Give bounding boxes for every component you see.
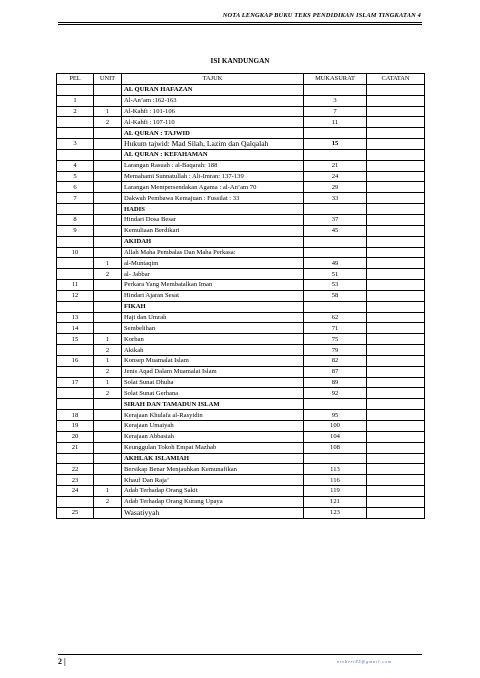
cell-catatan xyxy=(367,225,425,236)
cell-tajuk: Al-Kahfi : 107-110 xyxy=(122,117,304,128)
cell-catatan xyxy=(367,290,425,301)
cell-pel: 17 xyxy=(57,377,94,388)
table-row xyxy=(57,421,425,432)
cell-unit xyxy=(94,301,122,312)
cell-pel: 7 xyxy=(57,193,94,204)
cell-pel xyxy=(57,388,94,399)
cell-unit xyxy=(94,236,122,247)
table-row xyxy=(57,269,425,280)
cell-pel: 22 xyxy=(57,464,94,475)
table-row xyxy=(57,171,425,182)
table-body xyxy=(57,84,425,518)
cell-catatan xyxy=(367,117,425,128)
cell-catatan xyxy=(367,214,425,225)
cell-mukasurat: 82 xyxy=(304,355,367,366)
section-heading: HADIS xyxy=(122,204,304,215)
cell-mukasurat: 51 xyxy=(304,269,367,280)
section-heading: AL QURAN : TAJWID xyxy=(122,128,304,139)
cell-mukasurat: 21 xyxy=(304,160,367,171)
table-row xyxy=(57,345,425,356)
cell-mukasurat: 104 xyxy=(304,431,367,442)
cell-tajuk: Sembelihan xyxy=(122,323,304,334)
cell-mukasurat: 75 xyxy=(304,334,367,345)
section-row xyxy=(57,301,425,312)
section-row xyxy=(57,128,425,139)
cell-mukasurat: 15 xyxy=(304,139,367,150)
cell-pel xyxy=(57,345,94,356)
cell-catatan xyxy=(367,496,425,507)
cell-catatan xyxy=(367,323,425,334)
table-row xyxy=(57,334,425,345)
cell-mukasurat: 79 xyxy=(304,345,367,356)
column-header-unit: UNIT xyxy=(94,74,122,85)
cell-catatan xyxy=(367,334,425,345)
cell-pel: 24 xyxy=(57,486,94,497)
cell-pel xyxy=(57,84,94,95)
cell-pel: 19 xyxy=(57,421,94,432)
cell-pel xyxy=(57,149,94,160)
cell-tajuk: Dakwah Pembawa Kemajuan : Fussilat : 33 xyxy=(122,193,304,204)
cell-pel xyxy=(57,128,94,139)
page-title: ISI KANDUNGAN xyxy=(210,57,270,65)
cell-unit xyxy=(94,290,122,301)
section-row xyxy=(57,399,425,410)
cell-catatan xyxy=(367,507,425,518)
running-header-title: NOTA LENGKAP BUKU TEKS PENDIDIKAN ISLAM TINGKATAN 4 xyxy=(222,12,421,19)
cell-pel: 3 xyxy=(57,139,94,150)
cell-unit xyxy=(94,193,122,204)
cell-catatan xyxy=(367,345,425,356)
cell-pel xyxy=(57,301,94,312)
cell-mukasurat xyxy=(304,453,367,464)
section-row xyxy=(57,453,425,464)
cell-mukasurat xyxy=(304,301,367,312)
cell-mukasurat xyxy=(304,84,367,95)
column-header-mukasurat: MUKASURAT xyxy=(304,74,367,85)
cell-catatan xyxy=(367,399,425,410)
cell-catatan xyxy=(367,486,425,497)
cell-catatan xyxy=(367,269,425,280)
cell-pel: 8 xyxy=(57,214,94,225)
cell-mukasurat: 7 xyxy=(304,106,367,117)
cell-pel: 12 xyxy=(57,290,94,301)
table-row xyxy=(57,410,425,421)
cell-tajuk: Solat Sunat Gerhana xyxy=(122,388,304,399)
table-row xyxy=(57,117,425,128)
cell-catatan xyxy=(367,442,425,453)
cell-unit: 1 xyxy=(94,106,122,117)
table-row xyxy=(57,280,425,291)
cell-pel xyxy=(57,236,94,247)
cell-unit xyxy=(94,160,122,171)
cell-catatan xyxy=(367,366,425,377)
table-row xyxy=(57,225,425,236)
cell-unit xyxy=(94,323,122,334)
cell-unit xyxy=(94,95,122,106)
section-heading: AL QURAN HAFAZAN xyxy=(122,84,304,95)
table-row xyxy=(57,95,425,106)
section-heading: AKIDAH xyxy=(122,236,304,247)
cell-mukasurat: 89 xyxy=(304,377,367,388)
column-header-tajuk: TAJUK xyxy=(122,74,304,85)
section-heading: FIKAH xyxy=(122,301,304,312)
cell-unit: 1 xyxy=(94,258,122,269)
table-row xyxy=(57,377,425,388)
cell-catatan xyxy=(367,355,425,366)
table-row xyxy=(57,160,425,171)
cell-catatan xyxy=(367,193,425,204)
cell-unit xyxy=(94,431,122,442)
cell-catatan xyxy=(367,312,425,323)
section-heading: AL QURAN : KEFAHAMAN xyxy=(122,149,304,160)
cell-pel: 5 xyxy=(57,171,94,182)
cell-pel: 25 xyxy=(57,507,94,518)
cell-tajuk: Memahami Sunnatullah : Ali-Imran: 137-139 xyxy=(122,171,304,182)
cell-mukasurat xyxy=(304,149,367,160)
cell-tajuk: Wasatiyyah xyxy=(122,507,304,518)
section-heading: AKHLAK ISLAMIAH xyxy=(122,453,304,464)
cell-catatan xyxy=(367,128,425,139)
cell-unit: 2 xyxy=(94,269,122,280)
cell-pel: 16 xyxy=(57,355,94,366)
cell-mukasurat: 58 xyxy=(304,290,367,301)
cell-pel: 13 xyxy=(57,312,94,323)
cell-pel xyxy=(57,204,94,215)
cell-tajuk: Keunggulan Tokoh Empat Mazhab xyxy=(122,442,304,453)
cell-tajuk: Jenis Aqad Dalam Muamalat Islam xyxy=(122,366,304,377)
cell-unit xyxy=(94,247,122,258)
cell-tajuk: Al-Kahfi : 101-106 xyxy=(122,106,304,117)
cell-catatan xyxy=(367,301,425,312)
cell-mukasurat: 24 xyxy=(304,171,367,182)
table-row xyxy=(57,355,425,366)
cell-unit: 1 xyxy=(94,486,122,497)
cell-pel: 11 xyxy=(57,280,94,291)
cell-unit xyxy=(94,225,122,236)
table-row xyxy=(57,258,425,269)
cell-tajuk: Adab Terhadap Orang Sakit xyxy=(122,486,304,497)
cell-unit xyxy=(94,149,122,160)
cell-mukasurat: 33 xyxy=(304,193,367,204)
cell-tajuk: Haji dan Umrah xyxy=(122,312,304,323)
section-heading: SIRAH DAN TAMADUN ISLAM xyxy=(122,399,304,410)
cell-catatan xyxy=(367,258,425,269)
cell-unit xyxy=(94,182,122,193)
table-row xyxy=(57,247,425,258)
cell-unit xyxy=(94,128,122,139)
table-row xyxy=(57,496,425,507)
cell-pel: 23 xyxy=(57,475,94,486)
cell-catatan xyxy=(367,388,425,399)
cell-catatan xyxy=(367,431,425,442)
table-row xyxy=(57,366,425,377)
cell-mukasurat: 113 xyxy=(304,464,367,475)
cell-mukasurat: 87 xyxy=(304,366,367,377)
cell-tajuk: Kemuliaan Berdikari xyxy=(122,225,304,236)
cell-unit xyxy=(94,84,122,95)
cell-tajuk: Khauf Dan Raja’ xyxy=(122,475,304,486)
cell-pel xyxy=(57,117,94,128)
column-header-catatan: CATATAN xyxy=(367,74,425,85)
cell-unit xyxy=(94,453,122,464)
cell-pel: 21 xyxy=(57,442,94,453)
cell-unit xyxy=(94,312,122,323)
cell-catatan xyxy=(367,149,425,160)
cell-unit: 1 xyxy=(94,355,122,366)
cell-tajuk: Kerajaan Abbasiah xyxy=(122,431,304,442)
header-divider xyxy=(58,22,422,23)
cell-mukasurat: 119 xyxy=(304,486,367,497)
cell-pel xyxy=(57,399,94,410)
table-row xyxy=(57,431,425,442)
section-row xyxy=(57,84,425,95)
cell-mukasurat: 29 xyxy=(304,182,367,193)
cell-pel: 14 xyxy=(57,323,94,334)
header-divider-thin xyxy=(58,24,422,25)
cell-catatan xyxy=(367,160,425,171)
cell-mukasurat: 92 xyxy=(304,388,367,399)
cell-mukasurat xyxy=(304,247,367,258)
table-of-contents xyxy=(56,73,425,519)
section-row xyxy=(57,236,425,247)
cell-catatan xyxy=(367,464,425,475)
cell-mukasurat: 116 xyxy=(304,475,367,486)
cell-mukasurat: 123 xyxy=(304,507,367,518)
cell-mukasurat: 121 xyxy=(304,496,367,507)
footer-divider xyxy=(58,654,422,655)
cell-pel: 1 xyxy=(57,95,94,106)
cell-catatan xyxy=(367,171,425,182)
cell-pel: 4 xyxy=(57,160,94,171)
cell-unit xyxy=(94,214,122,225)
cell-tajuk: Adab Terhadap Orang Kurang Upaya xyxy=(122,496,304,507)
cell-tajuk: Hindari Ajaran Sesat xyxy=(122,290,304,301)
table-row xyxy=(57,182,425,193)
cell-pel: 2 xyxy=(57,106,94,117)
cell-mukasurat: 62 xyxy=(304,312,367,323)
section-row xyxy=(57,204,425,215)
cell-mukasurat: 3 xyxy=(304,95,367,106)
table-row xyxy=(57,507,425,518)
cell-unit: 2 xyxy=(94,388,122,399)
table-row xyxy=(57,388,425,399)
cell-catatan xyxy=(367,421,425,432)
page-number: 2 | xyxy=(58,657,66,666)
table-row xyxy=(57,475,425,486)
table-row xyxy=(57,312,425,323)
table-row xyxy=(57,323,425,334)
cell-pel: 20 xyxy=(57,431,94,442)
cell-mukasurat: 53 xyxy=(304,280,367,291)
cell-unit xyxy=(94,399,122,410)
cell-mukasurat: 108 xyxy=(304,442,367,453)
cell-unit xyxy=(94,475,122,486)
table-row xyxy=(57,193,425,204)
cell-unit: 1 xyxy=(94,334,122,345)
cell-catatan xyxy=(367,84,425,95)
cell-catatan xyxy=(367,95,425,106)
cell-unit xyxy=(94,171,122,182)
cell-unit xyxy=(94,464,122,475)
cell-unit xyxy=(94,507,122,518)
cell-tajuk: Hindari Dosa Besar xyxy=(122,214,304,225)
column-header-pel: PEL xyxy=(57,74,94,85)
cell-catatan xyxy=(367,377,425,388)
cell-mukasurat xyxy=(304,128,367,139)
table-row xyxy=(57,442,425,453)
table-row xyxy=(57,139,425,150)
cell-unit xyxy=(94,204,122,215)
cell-mukasurat: 37 xyxy=(304,214,367,225)
cell-tajuk: al- Jabbar xyxy=(122,269,304,280)
cell-tajuk: Konsep Muamalat Islam xyxy=(122,355,304,366)
section-row xyxy=(57,149,425,160)
cell-pel: 9 xyxy=(57,225,94,236)
cell-unit: 1 xyxy=(94,377,122,388)
cell-tajuk: Kerajaan Khulafa al-Rasyidin xyxy=(122,410,304,421)
cell-tajuk: Korban xyxy=(122,334,304,345)
cell-catatan xyxy=(367,236,425,247)
cell-pel: 15 xyxy=(57,334,94,345)
cell-tajuk: al-Muntaqim xyxy=(122,258,304,269)
cell-mukasurat: 71 xyxy=(304,323,367,334)
cell-unit: 2 xyxy=(94,496,122,507)
table-row xyxy=(57,464,425,475)
cell-mukasurat xyxy=(304,399,367,410)
cell-tajuk: Larangan Rasuah : al-Baqarah: 188 xyxy=(122,160,304,171)
table-row xyxy=(57,214,425,225)
cell-unit xyxy=(94,442,122,453)
cell-pel xyxy=(57,366,94,377)
cell-pel: 18 xyxy=(57,410,94,421)
cell-tajuk: Perkara Yang Membatalkan Iman xyxy=(122,280,304,291)
cell-tajuk: Larangan Mempersendakan Agama : al-An’am 70 xyxy=(122,182,304,193)
cell-tajuk: Kerajaan Umaiyah xyxy=(122,421,304,432)
cell-catatan xyxy=(367,280,425,291)
cell-mukasurat: 11 xyxy=(304,117,367,128)
cell-catatan xyxy=(367,204,425,215)
cell-unit xyxy=(94,410,122,421)
cell-catatan xyxy=(367,475,425,486)
cell-catatan xyxy=(367,247,425,258)
cell-unit: 2 xyxy=(94,345,122,356)
cell-catatan xyxy=(367,453,425,464)
cell-catatan xyxy=(367,182,425,193)
cell-mukasurat xyxy=(304,204,367,215)
table-row xyxy=(57,290,425,301)
cell-catatan xyxy=(367,106,425,117)
table-row xyxy=(57,106,425,117)
cell-tajuk: Akikah xyxy=(122,345,304,356)
cell-catatan xyxy=(367,139,425,150)
cell-tajuk: Solat Sunat Dhuha xyxy=(122,377,304,388)
cell-unit: 2 xyxy=(94,117,122,128)
cell-tajuk: Bersikap Benar Menjauhkan Kemunafikan xyxy=(122,464,304,475)
cell-mukasurat: 100 xyxy=(304,421,367,432)
cell-pel xyxy=(57,258,94,269)
cell-pel xyxy=(57,453,94,464)
cell-unit xyxy=(94,139,122,150)
cell-pel: 10 xyxy=(57,247,94,258)
cell-mukasurat: 95 xyxy=(304,410,367,421)
cell-mukasurat: 49 xyxy=(304,258,367,269)
cell-catatan xyxy=(367,410,425,421)
table-header-row xyxy=(57,74,425,85)
table-row xyxy=(57,486,425,497)
cell-pel: 6 xyxy=(57,182,94,193)
cell-unit xyxy=(94,421,122,432)
cell-unit xyxy=(94,280,122,291)
cell-unit: 2 xyxy=(94,366,122,377)
cell-tajuk: Al-An’am :162-163 xyxy=(122,95,304,106)
cell-pel xyxy=(57,496,94,507)
cell-mukasurat: 45 xyxy=(304,225,367,236)
cell-tajuk: Allah Maha Pembalas Dan Maha Perkasa: xyxy=(122,247,304,258)
author-email: nrobert85@gmail.com xyxy=(336,659,392,664)
cell-pel xyxy=(57,269,94,280)
cell-tajuk: Hukum tajwid: Mad Silah, Lazim dan Qalqalah xyxy=(122,139,304,150)
cell-mukasurat xyxy=(304,236,367,247)
